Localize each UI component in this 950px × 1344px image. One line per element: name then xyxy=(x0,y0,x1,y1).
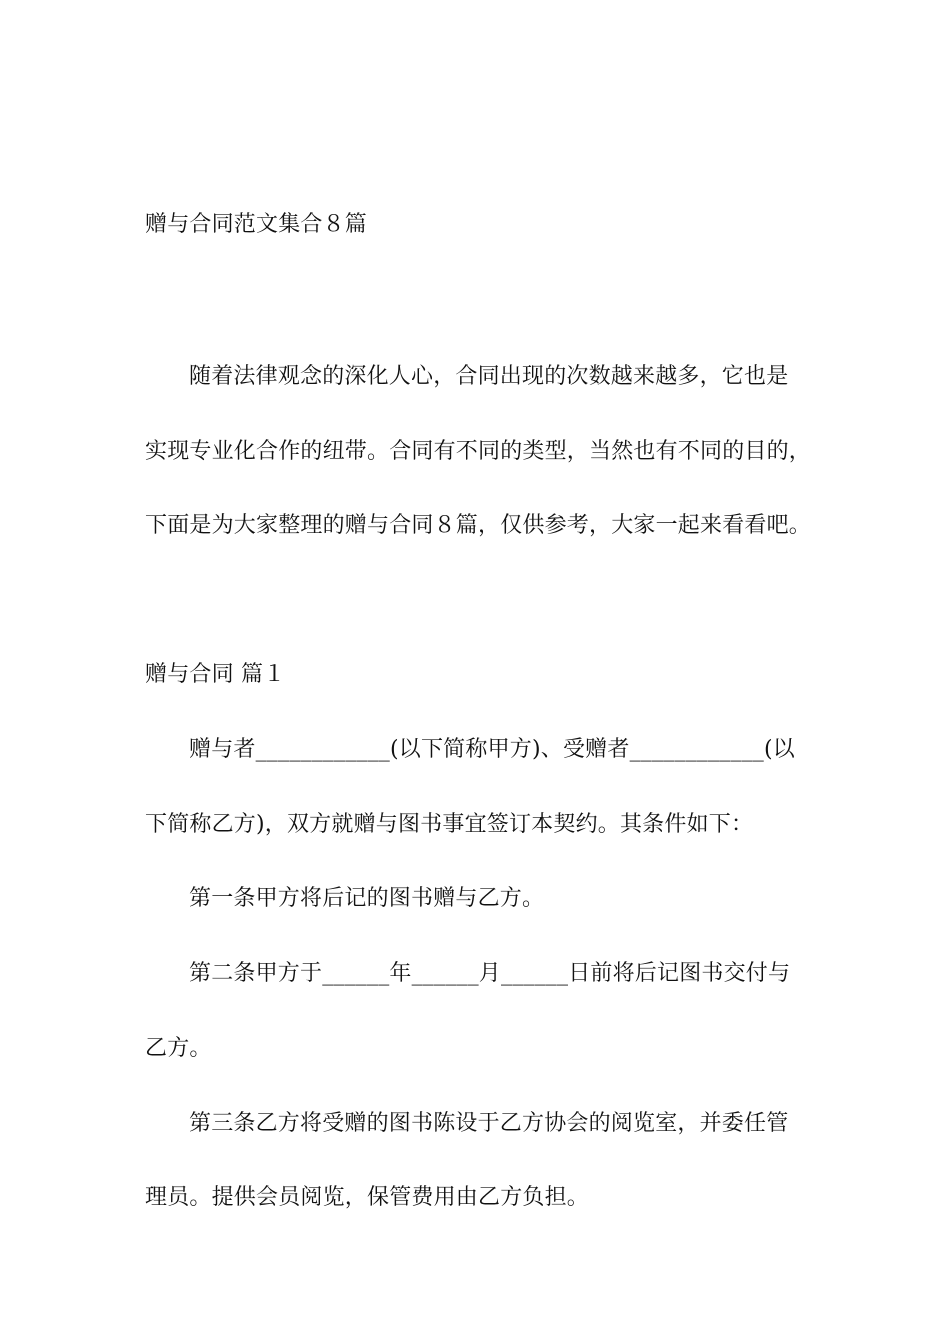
body-line-7: 理员。提供会员阅览，保管费用由乙方负担。 xyxy=(145,1185,590,1210)
section-heading: 赠与合同 篇１ xyxy=(145,662,286,687)
body-line-5: 乙方。 xyxy=(145,1036,212,1061)
body-line-6: 第三条乙方将受赠的图书陈设于乙方协会的阅览室，并委任管 xyxy=(189,1111,789,1136)
body-line-3: 第一条甲方将后记的图书赠与乙方。 xyxy=(189,886,545,911)
intro-line-1: 随着法律观念的深化人心，合同出现的次数越来越多，它也是 xyxy=(189,364,789,389)
body-line-2: 下简称乙方)，双方就赠与图书事宜签订本契约。其条件如下： xyxy=(145,812,754,837)
body-line-4: 第二条甲方于______年______月______日前将后记图书交付与 xyxy=(189,961,791,986)
document-title: 赠与合同范文集合８篇 xyxy=(145,212,368,237)
intro-line-2: 实现专业化合作的纽带。合同有不同的类型，当然也有不同的目的， xyxy=(145,439,812,464)
intro-line-3: 下面是为大家整理的赠与合同８篇，仅供参考，大家一起来看看吧。 xyxy=(145,513,812,538)
body-line-1: 赠与者____________(以下简称甲方)、受赠者____________(以 xyxy=(189,737,795,762)
